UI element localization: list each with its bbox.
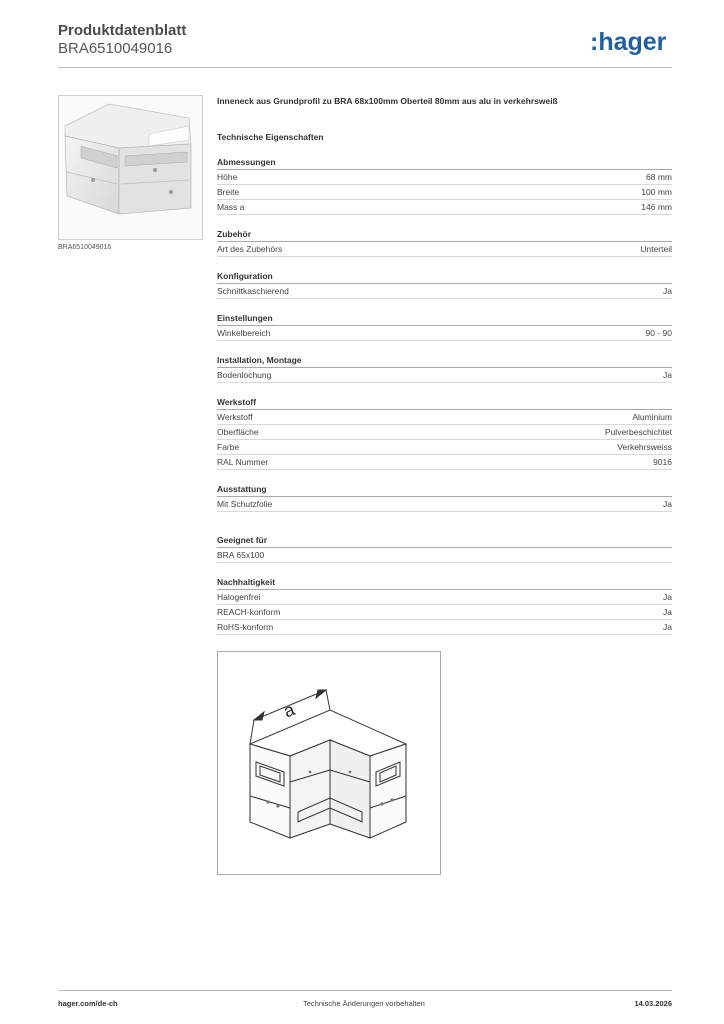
- article-number: BRA6510049016: [58, 40, 173, 57]
- spec-row: [217, 410, 672, 425]
- spec-section: [217, 396, 672, 470]
- product-photo: [59, 96, 202, 239]
- spec-section: [217, 576, 672, 635]
- spec-value: 100 mm: [641, 187, 672, 197]
- spec-value: Ja: [663, 622, 672, 632]
- spec-row: [217, 185, 672, 200]
- spec-row: [217, 497, 672, 512]
- spec-label: BRA 65x100: [217, 550, 265, 560]
- section-title: Abmessungen: [217, 156, 672, 170]
- section-title: Ausstattung: [217, 483, 672, 497]
- section-title: Konfiguration: [217, 270, 672, 284]
- spec-row: [217, 326, 672, 341]
- spec-value: Verkehrsweiss: [617, 442, 672, 452]
- spec-label: Halogenfrei: [217, 592, 261, 602]
- spec-value: Pulverbeschichtet: [604, 427, 672, 437]
- spec-label: Werkstoff: [217, 412, 253, 422]
- spec-label: Höhe: [217, 172, 238, 182]
- spec-label: Winkelbereich: [217, 328, 271, 338]
- section-title: Zubehör: [217, 228, 672, 242]
- section-title: Einstellungen: [217, 312, 672, 326]
- product-description: Inneneck aus Grundprofil zu BRA 68x100mm Oberteil 80mm aus alu in verkehrsweiß: [217, 96, 558, 106]
- section-title: Geeignet für: [217, 534, 672, 548]
- spec-value: Ja: [663, 607, 672, 617]
- spec-row: [217, 284, 672, 299]
- spec-section: [217, 534, 672, 563]
- spec-column: [217, 95, 672, 669]
- spec-row: [217, 548, 672, 563]
- section-title: Werkstoff: [217, 396, 672, 410]
- spec-row: [217, 620, 672, 635]
- spec-value: Unterteil: [640, 244, 672, 254]
- section-title: Nachhaltigkeit: [217, 576, 672, 590]
- spec-section: [217, 354, 672, 383]
- spec-section: [217, 312, 672, 341]
- product-thumbnail: [58, 95, 203, 240]
- spec-label: Art des Zubehörs: [217, 244, 283, 254]
- spec-label: RoHS-konform: [217, 622, 274, 632]
- footer-website-link[interactable]: hager.com/de-ch: [58, 999, 118, 1008]
- spec-section: [217, 156, 672, 215]
- spec-row: [217, 200, 672, 215]
- spec-label: Oberfläche: [217, 427, 259, 437]
- spec-section: [217, 228, 672, 257]
- spec-sections: [217, 156, 672, 635]
- spec-row: [217, 455, 672, 470]
- spec-label: Breite: [217, 187, 240, 197]
- footer-date: 14.03.2026: [634, 999, 672, 1008]
- spec-section: [217, 270, 672, 299]
- spec-value: Aluminium: [632, 412, 672, 422]
- spec-value: 68 mm: [646, 172, 672, 182]
- svg-text::hager: :hager: [590, 28, 667, 56]
- footer-divider: [58, 990, 672, 991]
- spec-value: Ja: [663, 286, 672, 296]
- spec-label: RAL Nummer: [217, 457, 269, 467]
- section-title: Installation, Montage: [217, 354, 672, 368]
- spec-row: [217, 605, 672, 620]
- spec-row: [217, 590, 672, 605]
- spec-value: 9016: [653, 457, 672, 467]
- drawing-svg: [218, 652, 440, 874]
- footer-notice: Technische Änderungen vorbehalten: [303, 999, 425, 1008]
- spec-row: [217, 440, 672, 455]
- spec-row: [217, 170, 672, 185]
- spec-label: Farbe: [217, 442, 240, 452]
- spec-value: Ja: [663, 499, 672, 509]
- thumbnail-caption: BRA6510049016: [58, 244, 112, 251]
- spec-row: [217, 425, 672, 440]
- spec-label: REACH-konform: [217, 607, 281, 617]
- technical-drawing: [217, 651, 441, 875]
- page-title: Produktdatenblatt: [58, 22, 187, 39]
- spec-value: Ja: [663, 370, 672, 380]
- dimension-label-a: a: [280, 699, 298, 722]
- header-divider: [58, 67, 672, 68]
- spec-value: 90 - 90: [645, 328, 672, 338]
- spec-label: Mit Schutzfolie: [217, 499, 273, 509]
- spec-section: [217, 483, 672, 512]
- spec-label: Mass a: [217, 202, 245, 212]
- spec-row: [217, 242, 672, 257]
- spec-label: Schnittkaschierend: [217, 286, 289, 296]
- spec-value: Ja: [663, 592, 672, 602]
- technical-heading: Technische Eigenschaften: [217, 132, 324, 142]
- spec-value: 146 mm: [641, 202, 672, 212]
- hager-logo: [590, 28, 680, 58]
- spec-row: [217, 368, 672, 383]
- spec-label: Bodenlochung: [217, 370, 272, 380]
